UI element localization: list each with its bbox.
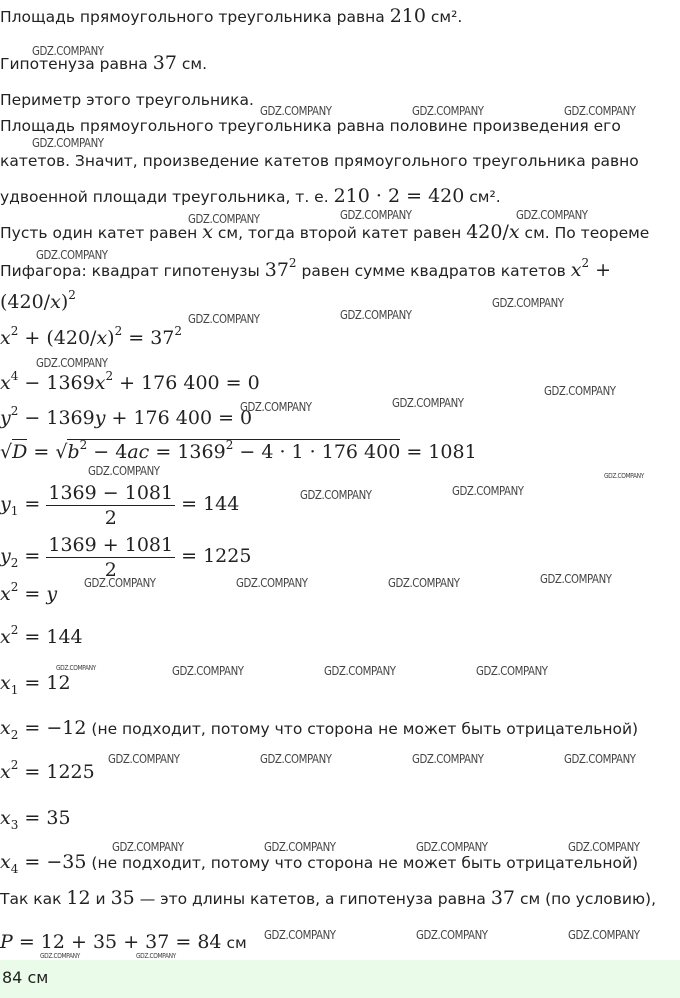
problem-question: Периметр этого треугольника. — [0, 91, 254, 109]
watermark: GDZ.COMPANY — [32, 44, 104, 58]
watermark: GDZ.COMPANY — [136, 952, 176, 960]
watermark: GDZ.COMPANY — [112, 840, 184, 854]
eq-x2-144: $x^2 = 144$ — [0, 623, 83, 648]
watermark: GDZ.COMPANY — [568, 928, 640, 942]
watermark: GDZ.COMPANY — [388, 576, 460, 590]
watermark: GDZ.COMPANY — [32, 136, 104, 150]
eq-x2-1225: $x^2 = 1225$ — [0, 758, 95, 783]
eq-perimeter: P = 12 + 35 + 37 = 84 см — [0, 931, 247, 953]
watermark: GDZ.COMPANY — [188, 212, 260, 226]
watermark: GDZ.COMPANY — [476, 664, 548, 678]
watermark: GDZ.COMPANY — [564, 752, 636, 766]
watermark: GDZ.COMPANY — [188, 312, 260, 326]
answer-panel — [0, 960, 680, 998]
watermark: GDZ.COMPANY — [544, 384, 616, 398]
watermark: GDZ.COMPANY — [236, 576, 308, 590]
watermark: GDZ.COMPANY — [492, 296, 564, 310]
answer-value: 84 см — [2, 968, 49, 987]
watermark: GDZ.COMPANY — [392, 396, 464, 410]
watermark: GDZ.COMPANY — [340, 208, 412, 222]
watermark: GDZ.COMPANY — [56, 664, 96, 672]
eq-x2-y: $x^2 = y$ — [0, 580, 58, 605]
eq-discriminant: $√D = √b^2 - 4ac = 1369^2 - 4 \cdot 1 \cdot 176$ 400 = 1081 — [0, 438, 477, 463]
problem-area: Площадь прямоугольного треугольника равна 210 см². — [0, 5, 463, 27]
watermark: GDZ.COMPANY — [516, 208, 588, 222]
watermark: GDZ.COMPANY — [240, 400, 312, 414]
watermark: GDZ.COMPANY — [416, 840, 488, 854]
watermark: GDZ.COMPANY — [88, 464, 160, 478]
watermark: GDZ.COMPANY — [300, 488, 372, 502]
solution-p5: Пифагора: квадрат гипотенузы $37^2$ равен сумме квадратов катетов $x^2$ + — [0, 256, 612, 281]
watermark: GDZ.COMPANY — [260, 104, 332, 118]
eq-y1: $y_1$ = $\frac{1369 - 1081}{2}$ = 144 — [0, 481, 240, 529]
eq-quartic: $x^4 - 1369x^2 + 176$ 400 = 0 — [0, 369, 260, 394]
solution-p2: катетов. Значит, произведение катетов прямоугольного треугольника равно — [0, 152, 639, 170]
watermark: GDZ.COMPANY — [260, 752, 332, 766]
eq-x1: $x_1 = 12$ — [0, 672, 71, 697]
watermark: GDZ.COMPANY — [416, 928, 488, 942]
eq-x4: $x_4 = -35$ (не подходит, потому что сторона не может быть отрицательной) — [0, 851, 639, 876]
solution-p4: Пусть один катет равен x см, тогда второй катет равен 420/x см. По теореме — [0, 221, 650, 243]
watermark: GDZ.COMPANY — [452, 484, 524, 498]
watermark: GDZ.COMPANY — [84, 576, 156, 590]
eq-420x: $(420/x)^2$ — [0, 288, 76, 313]
watermark: GDZ.COMPANY — [568, 840, 640, 854]
watermark: GDZ.COMPANY — [412, 752, 484, 766]
watermark: GDZ.COMPANY — [108, 752, 180, 766]
eq-y2: $y_2$ = $\frac{1369 + 1081}{2}$ = 1225 — [0, 533, 252, 581]
watermark: GDZ.COMPANY — [264, 928, 336, 942]
watermark: GDZ.COMPANY — [540, 572, 612, 586]
watermark: GDZ.COMPANY — [172, 664, 244, 678]
eq-pythagoras: $x^2 + (420/x)^2 = 37^2$ — [0, 324, 183, 349]
watermark: GDZ.COMPANY — [40, 952, 80, 960]
eq-x2: $x_2 = -12$ (не подходит, потому что сторона не может быть отрицательной) — [0, 717, 639, 742]
solution-legs: Так как 12 и 35 — это длины катетов, а гипотенуза равна 37 см (по условию), — [0, 887, 657, 909]
solution-p3: удвоенной площади треугольника, т. е. 210 · 2 = 420 см². — [0, 185, 501, 207]
watermark: GDZ.COMPANY — [340, 308, 412, 322]
watermark: GDZ.COMPANY — [264, 840, 336, 854]
watermark: GDZ.COMPANY — [324, 664, 396, 678]
watermark: GDZ.COMPANY — [604, 472, 644, 480]
watermark: GDZ.COMPANY — [36, 248, 108, 262]
watermark: GDZ.COMPANY — [412, 104, 484, 118]
watermark: GDZ.COMPANY — [36, 356, 108, 370]
eq-x3: $x_3 = 35$ — [0, 807, 71, 832]
watermark: GDZ.COMPANY — [564, 104, 636, 118]
problem-hypotenuse: Гипотенуза равна 37 см. — [0, 52, 208, 74]
eq-quadratic: $y^2 - 1369y + 176$ 400 = 0 — [0, 404, 253, 429]
solution-p1: Площадь прямоугольного треугольника равна половине произведения его — [0, 117, 621, 135]
